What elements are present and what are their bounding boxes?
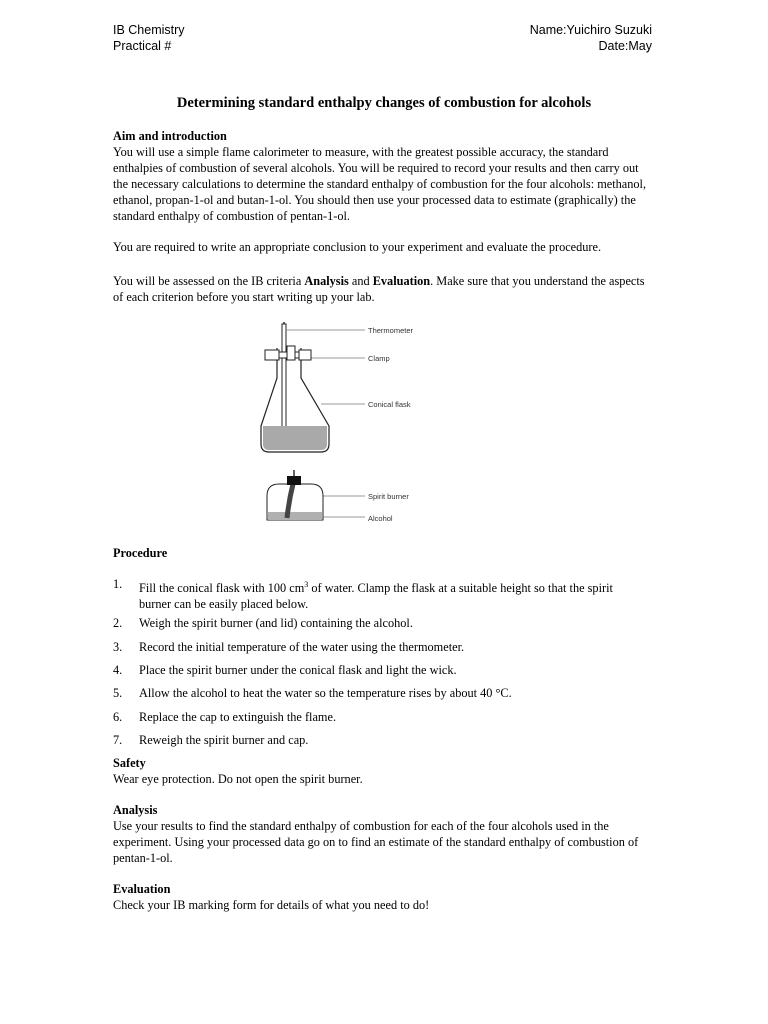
aim-heading: Aim and introduction (113, 129, 227, 143)
student-name: Name:Yuichiro Suzuki (529, 23, 652, 37)
step-text: Place the spirit burner under the conical flask and light the wick. (139, 663, 457, 677)
safety-heading: Safety (113, 756, 146, 770)
aim-paragraph-2: You are required to write an appropriate conclusion to your experiment and evaluate the procedure. (113, 240, 602, 254)
step1-text-a: Fill the conical flask with 100 cm (139, 581, 305, 596)
para3-text-b: . Make sure that you understand the aspects of each criterion before you start writing up your lab. (113, 274, 645, 304)
procedure-heading: Procedure (113, 546, 168, 560)
label-alcohol: Alcohol (368, 514, 393, 523)
analysis-heading: Analysis (113, 803, 158, 817)
step-text (139, 577, 639, 613)
course-name: IB Chemistry (113, 23, 185, 37)
document-title: Determining standard enthalpy changes of combustion for alcohols (176, 95, 592, 111)
flask-water (263, 426, 327, 450)
header-right (530, 22, 652, 54)
step-text: Record the initial temperature of the water using the thermometer. (139, 640, 465, 654)
label-thermometer: Thermometer (368, 326, 414, 335)
evaluation-heading: Evaluation (113, 882, 171, 896)
aim-paragraph-1: You will use a simple flame calorimeter to measure, with the greatest possible accuracy, the standard enthalpies of combustion of several alcohols. You will be required to record your results and then carry out the necessary calculations to determine the standard enthalpy of combustion for the four alcohols: methanol, ethanol, propan-1-ol and butan-1-ol. You should then use your processed data to estimate (graphically) the standard enthalpy of combustion of pentan-1-ol. (113, 145, 647, 223)
analysis-text: Use your results to find the standard enthalpy of combustion for each of the four alcohols used in the experiment. Using your processed data go on to find an estimate of the standard enthalpy of combustion of pentan-1-ol. (113, 819, 639, 865)
clamp-left-jaw (265, 350, 279, 360)
step-text: Weigh the spirit burner (and lid) containing the alcohol. (139, 616, 413, 630)
step-number: 6. (113, 710, 123, 724)
clamp-boss (287, 346, 295, 360)
para3-text-a: You will be assessed on the IB criteria (113, 274, 305, 288)
clamp-right-jaw (299, 350, 311, 360)
step-number: 2. (113, 616, 123, 630)
step-number: 5. (113, 686, 123, 700)
label-clamp: Clamp (368, 354, 390, 363)
step1-text-b: of water. Clamp the flask at a suitable height so that the spirit burner can be easily placed below. (139, 581, 613, 611)
step-number: 4. (113, 663, 123, 677)
evaluation-text: Check your IB marking form for details of what you need to do! (113, 898, 430, 912)
aim-paragraph-3 (113, 274, 653, 306)
safety-text: Wear eye protection. Do not open the spirit burner. (113, 772, 363, 786)
header-left (113, 22, 185, 54)
step-text: Replace the cap to extinguish the flame. (139, 710, 337, 724)
analysis-criterion: Analysis (304, 274, 349, 288)
label-conical-flask: Conical flask (368, 400, 411, 409)
practical-number: Practical # (113, 39, 172, 53)
step-number: 3. (113, 640, 123, 654)
step-text: Allow the alcohol to heat the water so the temperature rises by about 40 °C. (139, 686, 512, 700)
evaluation-criterion: Evaluation (372, 274, 431, 288)
date-field: Date:May (598, 39, 652, 53)
alcohol-liquid (268, 512, 322, 520)
para3-and: and (348, 274, 373, 288)
label-spirit-burner: Spirit burner (368, 492, 409, 501)
burner-cap (287, 476, 301, 485)
apparatus-svg (255, 318, 455, 533)
step-number: 7. (113, 733, 123, 747)
thermometer-shape (282, 324, 286, 442)
step1-superscript: 3 (304, 580, 309, 589)
apparatus-diagram (255, 318, 455, 533)
step-number: 1. (113, 577, 123, 591)
step-text: Reweigh the spirit burner and cap. (139, 733, 309, 747)
